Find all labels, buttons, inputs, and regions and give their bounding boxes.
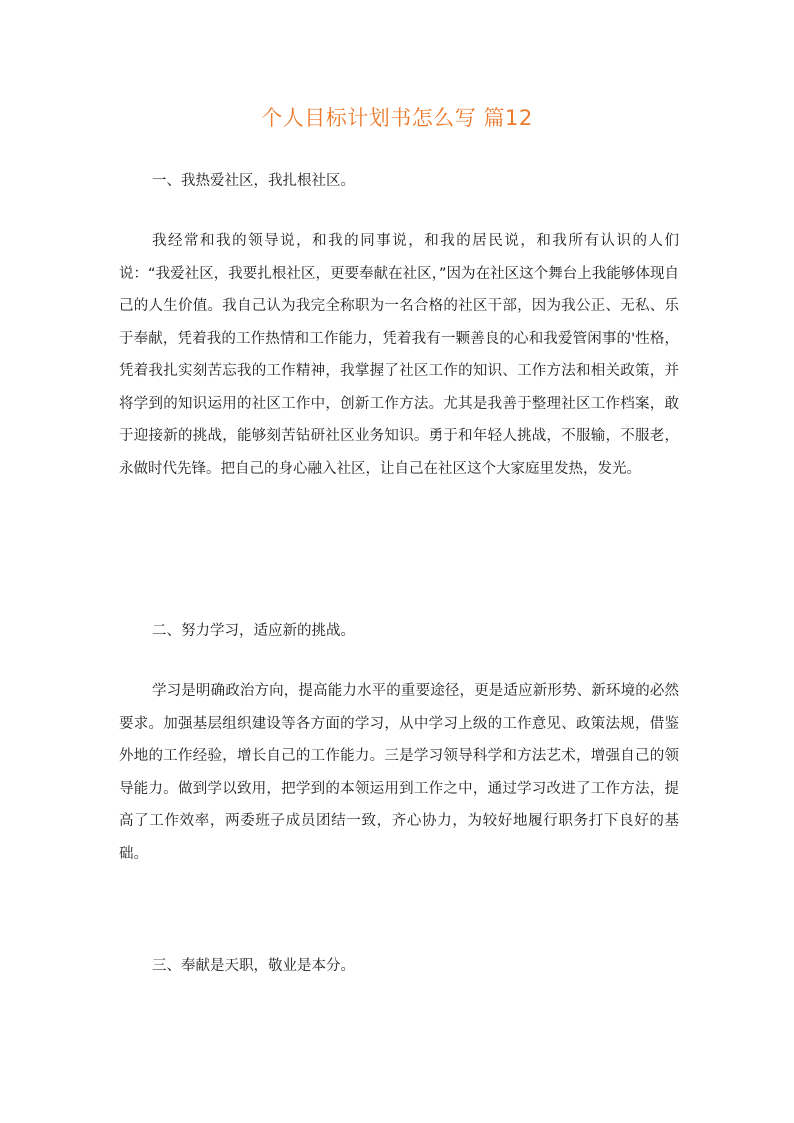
section-heading-3: 三、奉献是天职，敬业是本分。 (152, 958, 355, 974)
section-paragraph-1: 我经常和我的领导说，和我的同事说，和我的居民说，和我所有认识的人们说：“我爱社区，我要扎根社区，更要奉献在社区，”因为在社区这个舞台上我能够体现自己的人生价值。我自己认为我完全称职为一名合格的社区干部，因为我公正、无私、乐于奉献，凭着我的工作热情和工作能力，凭着我有一颗善良的心和我爱管闲事的'性格，凭着我扎实刻苦忘我的工作精神，我掌握了社区工作的知识、工作方法和相关政策，并将学到的知识运用的社区工作中，创新工作方法。尤其是我善于整理社区工作档案，敢于迎接新的挑战，能够刻苦钻研社区业务知识。勇于和年轻人挑战，不服输，不服老，永做时代先锋。把自己的身心融入社区，让自己在社区这个大家庭里发热，发光。 (119, 233, 679, 477)
section-heading-1: 一、我热爱社区，我扎根社区。 (152, 173, 355, 189)
section-paragraph-2: 学习是明确政治方向，提高能力水平的重要途径，更是适应新形势、新环境的必然要求。加强基层组织建设等各方面的学习，从中学习上级的工作意见、政策法规，借鉴外地的工作经验，增长自己的工作能力。三是学习领导科学和方法艺术，增强自己的领导能力。做到学以致用，把学到的本领运用到工作之中，通过学习改进了工作方法，提高了工作效率，两委班子成员团结一致，齐心协力，为较好地履行职务打下良好的基础。 (119, 683, 679, 862)
document-title: 个人目标计划书怎么写 篇12 (261, 106, 533, 130)
section-heading-2: 二、努力学习，适应新的挑战。 (152, 623, 355, 639)
